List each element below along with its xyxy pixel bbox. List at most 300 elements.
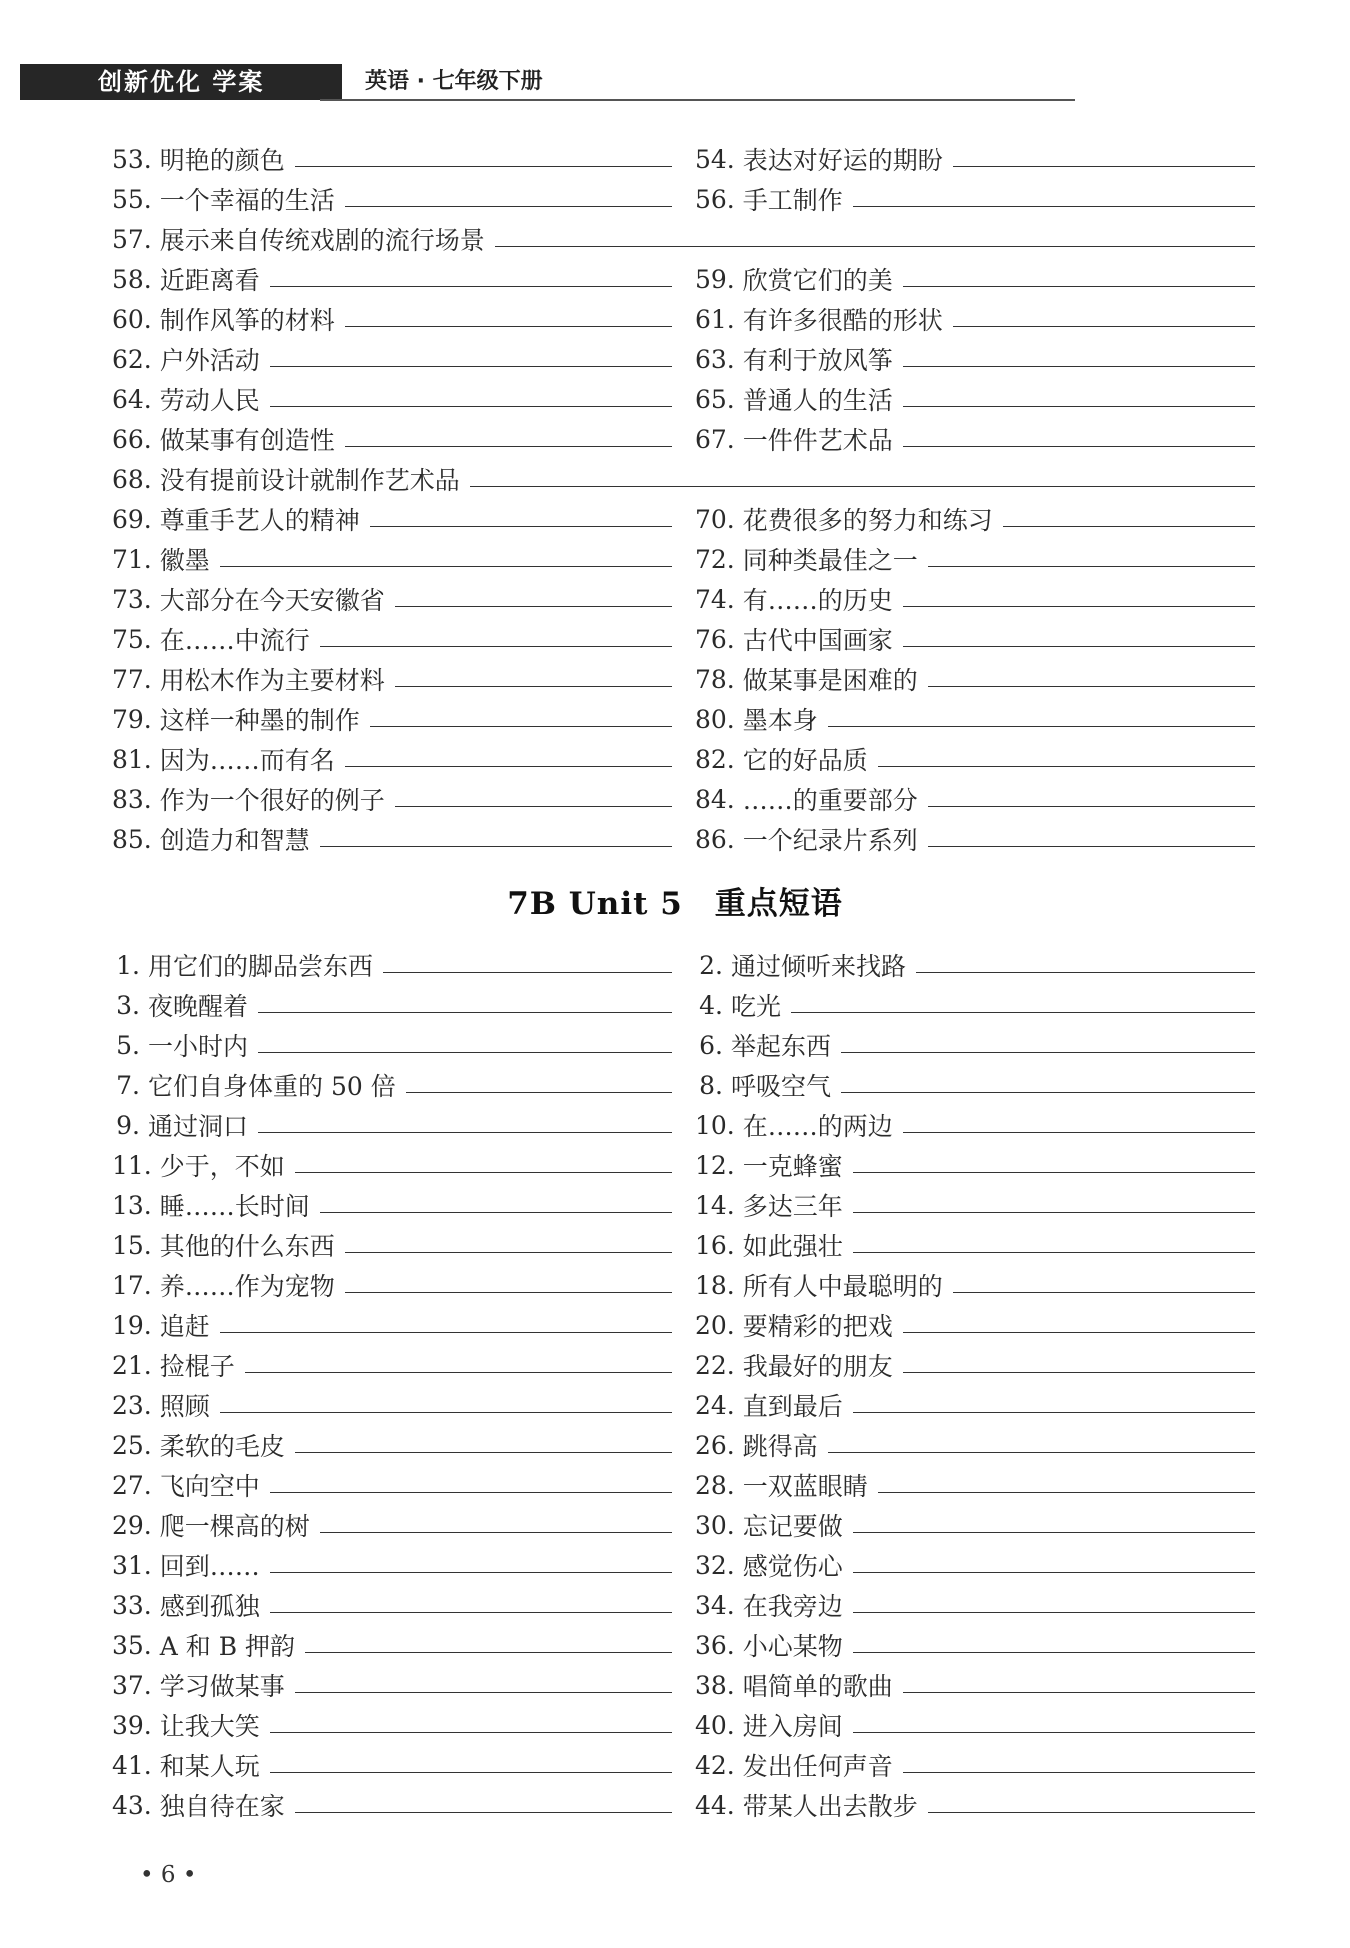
answer-blank[interactable] — [258, 998, 672, 1013]
item-number: 57. — [112, 224, 152, 254]
phrase-item — [112, 499, 672, 539]
answer-blank[interactable] — [270, 1478, 672, 1493]
item-number: 36. — [695, 1630, 735, 1660]
phrase-text: 养……作为宠物 — [159, 1272, 335, 1301]
item-number: 60. — [112, 304, 152, 334]
item-number: 71. — [112, 544, 152, 574]
item-number: 14. — [695, 1190, 735, 1220]
phrase-text: 举起东西 — [731, 1032, 832, 1061]
answer-blank[interactable] — [305, 1638, 672, 1653]
phrase-item — [112, 1425, 672, 1465]
phrase-text: 这样一种墨的制作 — [159, 706, 360, 735]
answer-blank[interactable] — [841, 1078, 1255, 1093]
item-number: 39. — [112, 1710, 152, 1740]
answer-blank[interactable] — [928, 1798, 1255, 1813]
phrase-text: 我最好的朋友 — [742, 1352, 893, 1381]
phrase-item — [112, 945, 672, 985]
item-number: 20. — [695, 1310, 735, 1340]
item-number: 67. — [695, 424, 735, 454]
phrase-text: 劳动人民 — [159, 386, 260, 415]
answer-blank[interactable] — [853, 1158, 1255, 1173]
answer-blank[interactable] — [903, 632, 1255, 647]
answer-blank[interactable] — [853, 1638, 1255, 1653]
answer-blank[interactable] — [270, 272, 672, 287]
answer-blank[interactable] — [878, 1478, 1255, 1493]
answer-blank[interactable] — [903, 1118, 1255, 1133]
phrase-item — [695, 819, 1255, 859]
phrase-item — [112, 739, 672, 779]
phrase-text: 所有人中最聪明的 — [742, 1272, 943, 1301]
answer-blank[interactable] — [395, 592, 672, 607]
phrase-item — [695, 779, 1255, 819]
item-number: 35. — [112, 1630, 152, 1660]
answer-blank[interactable] — [395, 792, 672, 807]
answer-blank[interactable] — [245, 1358, 672, 1373]
brand-logo: 创新优化 学案 — [20, 64, 320, 100]
answer-blank[interactable] — [853, 1398, 1255, 1413]
answer-blank[interactable] — [270, 1558, 672, 1573]
phrase-text: 感觉伤心 — [742, 1552, 843, 1581]
answer-blank[interactable] — [295, 1158, 672, 1173]
item-number: 31. — [112, 1550, 152, 1580]
phrase-item — [112, 985, 672, 1025]
phrase-text: 通过洞口 — [148, 1112, 249, 1141]
phrase-text: 回到…… — [159, 1552, 260, 1581]
phrase-text: 呼吸空气 — [731, 1072, 832, 1101]
answer-blank[interactable] — [270, 392, 672, 407]
phrase-item — [112, 379, 672, 419]
item-number: 44. — [695, 1790, 735, 1820]
phrase-text: 带某人出去散步 — [742, 1792, 918, 1821]
phrase-text: 做某事有创造性 — [159, 426, 335, 455]
phrase-item — [695, 659, 1255, 699]
phrase-text: 表达对好运的期盼 — [742, 146, 943, 175]
phrase-item — [695, 945, 1255, 985]
answer-blank[interactable] — [853, 1198, 1255, 1213]
item-number: 62. — [112, 344, 152, 374]
answer-blank[interactable] — [953, 152, 1255, 167]
answer-blank[interactable] — [345, 1278, 672, 1293]
answer-blank[interactable] — [295, 1438, 672, 1453]
phrase-text: ……的重要部分 — [742, 786, 918, 815]
answer-blank[interactable] — [853, 1518, 1255, 1533]
phrase-item — [112, 219, 1255, 259]
item-number: 61. — [695, 304, 735, 334]
phrase-text: 和某人玩 — [159, 1752, 260, 1781]
item-number: 56. — [695, 184, 735, 214]
phrase-item — [112, 1145, 672, 1185]
phrase-item — [695, 1745, 1255, 1785]
phrase-item — [695, 985, 1255, 1025]
answer-blank[interactable] — [345, 1238, 672, 1253]
phrase-item — [695, 179, 1255, 219]
phrase-text: 在……中流行 — [159, 626, 310, 655]
item-number: 11. — [112, 1150, 152, 1180]
phrase-item — [695, 539, 1255, 579]
item-number: 65. — [695, 384, 735, 414]
phrase-item — [695, 1065, 1255, 1105]
phrase-text: 普通人的生活 — [742, 386, 893, 415]
item-number: 13. — [112, 1190, 152, 1220]
answer-blank[interactable] — [928, 552, 1255, 567]
phrase-text: 因为……而有名 — [159, 746, 335, 775]
phrase-item — [112, 1225, 672, 1265]
phrase-text: 欣赏它们的美 — [742, 266, 893, 295]
phrase-item — [112, 1465, 672, 1505]
item-number: 75. — [112, 624, 152, 654]
phrase-text: 睡……长时间 — [159, 1192, 310, 1221]
item-number: 27. — [112, 1470, 152, 1500]
phrase-text: 唱简单的歌曲 — [742, 1672, 893, 1701]
answer-blank[interactable] — [928, 832, 1255, 847]
item-number: 42. — [695, 1750, 735, 1780]
item-number: 84. — [695, 784, 735, 814]
item-number: 29. — [112, 1510, 152, 1540]
item-number: 86. — [695, 824, 735, 854]
phrase-item — [695, 499, 1255, 539]
item-number: 28. — [695, 1470, 735, 1500]
phrase-text: 多达三年 — [742, 1192, 843, 1221]
phrase-item — [695, 379, 1255, 419]
page-header — [20, 60, 1070, 102]
phrase-item — [695, 1425, 1255, 1465]
item-number: 19. — [112, 1310, 152, 1340]
phrase-text: 一个纪录片系列 — [742, 826, 918, 855]
item-number: 37. — [112, 1670, 152, 1700]
phrase-text: 感到孤独 — [159, 1592, 260, 1621]
phrase-text: 跳得高 — [742, 1432, 818, 1461]
item-number: 34. — [695, 1590, 735, 1620]
answer-blank[interactable] — [928, 792, 1255, 807]
page-number: • 6 • — [140, 1862, 197, 1888]
phrase-text: 有许多很酷的形状 — [742, 306, 943, 335]
phrase-item — [112, 1065, 672, 1105]
item-number: 22. — [695, 1350, 735, 1380]
answer-blank[interactable] — [345, 432, 672, 447]
item-number: 79. — [112, 704, 152, 734]
item-number: 70. — [695, 504, 735, 534]
answer-blank[interactable] — [903, 1678, 1255, 1693]
phrase-item — [695, 1465, 1255, 1505]
answer-blank[interactable] — [903, 392, 1255, 407]
phrase-item — [695, 1145, 1255, 1185]
phrase-text: 用松木作为主要材料 — [159, 666, 385, 695]
item-number: 69. — [112, 504, 152, 534]
item-number: 80. — [695, 704, 735, 734]
item-number: 30. — [695, 1510, 735, 1540]
phrase-item — [695, 1665, 1255, 1705]
phrase-text: 捡棍子 — [159, 1352, 235, 1381]
item-number: 32. — [695, 1550, 735, 1580]
answer-blank[interactable] — [953, 1278, 1255, 1293]
item-number: 5. — [116, 1030, 140, 1060]
item-number: 41. — [112, 1750, 152, 1780]
phrase-item — [695, 1705, 1255, 1745]
phrase-text: 直到最后 — [742, 1392, 843, 1421]
phrase-item — [695, 739, 1255, 779]
answer-blank[interactable] — [903, 592, 1255, 607]
phrase-item — [695, 299, 1255, 339]
phrase-text: 有利于放风筝 — [742, 346, 893, 375]
phrase-text: 飞向空中 — [159, 1472, 260, 1501]
subject-title: 英语 · 七年级下册 — [365, 69, 543, 94]
answer-blank[interactable] — [370, 512, 672, 527]
phrase-text: 用它们的脚品尝东西 — [148, 952, 374, 981]
phrase-text: 它们自身体重的 50 倍 — [148, 1072, 396, 1101]
phrase-text: 进入房间 — [742, 1712, 843, 1741]
answer-blank[interactable] — [903, 1758, 1255, 1773]
item-number: 40. — [695, 1710, 735, 1740]
answer-blank[interactable] — [470, 472, 1255, 487]
answer-blank[interactable] — [270, 352, 672, 367]
phrase-item — [695, 1385, 1255, 1425]
answer-blank[interactable] — [345, 312, 672, 327]
phrase-item — [112, 1505, 672, 1545]
phrase-item — [112, 179, 672, 219]
phrase-item — [695, 259, 1255, 299]
answer-blank[interactable] — [853, 1558, 1255, 1573]
answer-blank[interactable] — [903, 432, 1255, 447]
phrase-text: A 和 B 押韵 — [159, 1632, 296, 1661]
phrase-item — [112, 1105, 672, 1145]
section-title: 7B Unit 5 重点短语 — [507, 886, 843, 922]
item-number: 43. — [112, 1790, 152, 1820]
item-number: 58. — [112, 264, 152, 294]
answer-blank[interactable] — [903, 272, 1255, 287]
phrase-text: 一件件艺术品 — [742, 426, 893, 455]
item-number: 54. — [695, 144, 735, 174]
phrase-item — [112, 1665, 672, 1705]
phrase-item — [112, 1545, 672, 1585]
phrase-text: 徽墨 — [159, 546, 210, 575]
answer-blank[interactable] — [220, 1398, 672, 1413]
phrase-text: 明艳的颜色 — [159, 146, 285, 175]
phrase-text: 一克蜂蜜 — [742, 1152, 843, 1181]
phrase-item — [112, 1185, 672, 1225]
answer-blank[interactable] — [295, 1678, 672, 1693]
answer-blank[interactable] — [320, 1198, 672, 1213]
answer-blank[interactable] — [853, 1598, 1255, 1613]
phrase-text: 少于，不如 — [159, 1152, 285, 1181]
answer-blank[interactable] — [383, 958, 672, 973]
answer-blank[interactable] — [345, 752, 672, 767]
answer-blank[interactable] — [853, 192, 1255, 207]
item-number: 18. — [695, 1270, 735, 1300]
answer-blank[interactable] — [258, 1118, 672, 1133]
phrase-item — [695, 1345, 1255, 1385]
phrase-text: 其他的什么东西 — [159, 1232, 335, 1261]
answer-blank[interactable] — [828, 1438, 1255, 1453]
answer-blank[interactable] — [853, 1238, 1255, 1253]
phrase-item — [695, 1625, 1255, 1665]
phrase-item — [695, 1265, 1255, 1305]
phrase-item — [112, 1345, 672, 1385]
phrase-item — [112, 1745, 672, 1785]
item-number: 2. — [699, 950, 723, 980]
item-number: 38. — [695, 1670, 735, 1700]
item-number: 3. — [116, 990, 140, 1020]
phrase-text: 墨本身 — [742, 706, 818, 735]
item-number: 6. — [699, 1030, 723, 1060]
phrase-text: 一双蓝眼睛 — [742, 1472, 868, 1501]
phrase-item — [112, 779, 672, 819]
phrase-item — [695, 1105, 1255, 1145]
phrase-text: 近距离看 — [159, 266, 260, 295]
item-number: 23. — [112, 1390, 152, 1420]
phrase-text: 小心某物 — [742, 1632, 843, 1661]
answer-blank[interactable] — [841, 1038, 1255, 1053]
item-number: 17. — [112, 1270, 152, 1300]
item-number: 68. — [112, 464, 152, 494]
phrase-item — [695, 1025, 1255, 1065]
phrase-text: 一个幸福的生活 — [159, 186, 335, 215]
phrase-text: 如此强壮 — [742, 1232, 843, 1261]
phrase-item — [112, 1785, 672, 1825]
answer-blank[interactable] — [903, 1358, 1255, 1373]
answer-blank[interactable] — [370, 712, 672, 727]
phrase-item — [695, 339, 1255, 379]
answer-blank[interactable] — [220, 552, 672, 567]
phrase-item — [695, 1185, 1255, 1225]
item-number: 21. — [112, 1350, 152, 1380]
item-number: 66. — [112, 424, 152, 454]
item-number: 33. — [112, 1590, 152, 1620]
phrase-text: 手工制作 — [742, 186, 843, 215]
phrase-item — [695, 419, 1255, 459]
item-number: 59. — [695, 264, 735, 294]
phrase-text: 一小时内 — [148, 1032, 249, 1061]
answer-blank[interactable] — [953, 312, 1255, 327]
answer-blank[interactable] — [295, 152, 672, 167]
answer-blank[interactable] — [828, 712, 1255, 727]
answer-blank[interactable] — [791, 998, 1255, 1013]
phrase-text: 展示来自传统戏剧的流行场景 — [159, 226, 485, 255]
answer-blank[interactable] — [406, 1078, 672, 1093]
phrase-item — [112, 299, 672, 339]
phrase-item — [695, 619, 1255, 659]
phrase-item — [112, 1265, 672, 1305]
phrase-text: 吃光 — [731, 992, 782, 1021]
item-number: 24. — [695, 1390, 735, 1420]
phrase-item — [112, 1585, 672, 1625]
phrase-text: 有……的历史 — [742, 586, 893, 615]
phrase-text: 同种类最佳之一 — [742, 546, 918, 575]
answer-blank[interactable] — [878, 752, 1255, 767]
answer-blank[interactable] — [320, 832, 672, 847]
item-number: 53. — [112, 144, 152, 174]
phrase-text: 爬一棵高的树 — [159, 1512, 310, 1541]
item-number: 9. — [116, 1110, 140, 1140]
item-number: 78. — [695, 664, 735, 694]
answer-blank[interactable] — [270, 1598, 672, 1613]
phrase-text: 要精彩的把戏 — [742, 1312, 893, 1341]
phrase-text: 大部分在今天安徽省 — [159, 586, 385, 615]
item-number: 26. — [695, 1430, 735, 1460]
answer-blank[interactable] — [320, 632, 672, 647]
answer-blank[interactable] — [320, 1518, 672, 1533]
phrase-item — [695, 1225, 1255, 1265]
answer-blank[interactable] — [1003, 512, 1255, 527]
phrase-text: 追赶 — [159, 1312, 210, 1341]
phrase-item — [695, 139, 1255, 179]
phrase-text: 创造力和智慧 — [159, 826, 310, 855]
phrase-item — [695, 699, 1255, 739]
item-number: 77. — [112, 664, 152, 694]
phrase-item — [112, 459, 1255, 499]
answer-blank[interactable] — [220, 1318, 672, 1333]
item-number: 25. — [112, 1430, 152, 1460]
answer-blank[interactable] — [853, 1718, 1255, 1733]
phrase-text: 独自待在家 — [159, 1792, 285, 1821]
item-number: 12. — [695, 1150, 735, 1180]
item-number: 85. — [112, 824, 152, 854]
item-number: 73. — [112, 584, 152, 614]
answer-blank[interactable] — [903, 352, 1255, 367]
answer-blank[interactable] — [903, 1318, 1255, 1333]
item-number: 82. — [695, 744, 735, 774]
phrase-item — [112, 339, 672, 379]
item-number: 64. — [112, 384, 152, 414]
answer-blank[interactable] — [916, 958, 1255, 973]
phrase-text: 作为一个很好的例子 — [159, 786, 385, 815]
item-number: 1. — [116, 950, 140, 980]
item-number: 8. — [699, 1070, 723, 1100]
phrase-item — [112, 1705, 672, 1745]
header-rule — [320, 99, 1075, 101]
answer-blank[interactable] — [258, 1038, 672, 1053]
phrase-text: 古代中国画家 — [742, 626, 893, 655]
phrase-text: 没有提前设计就制作艺术品 — [159, 466, 460, 495]
item-number: 63. — [695, 344, 735, 374]
phrase-item — [112, 1305, 672, 1345]
answer-blank[interactable] — [270, 1718, 672, 1733]
phrase-text: 让我大笑 — [159, 1712, 260, 1741]
phrase-text: 照顾 — [159, 1392, 210, 1421]
answer-blank[interactable] — [395, 672, 672, 687]
phrase-text: 柔软的毛皮 — [159, 1432, 285, 1461]
phrase-item — [112, 619, 672, 659]
phrase-text: 在我旁边 — [742, 1592, 843, 1621]
phrase-text: 学习做某事 — [159, 1672, 285, 1701]
phrase-item — [112, 1025, 672, 1065]
item-number: 74. — [695, 584, 735, 614]
phrase-item — [112, 139, 672, 179]
phrase-item — [695, 1585, 1255, 1625]
phrase-item — [112, 419, 672, 459]
answer-blank[interactable] — [295, 1798, 672, 1813]
phrase-text: 它的好品质 — [742, 746, 868, 775]
answer-blank[interactable] — [495, 232, 1255, 247]
phrase-text: 夜晚醒着 — [148, 992, 249, 1021]
item-number: 4. — [699, 990, 723, 1020]
item-number: 83. — [112, 784, 152, 814]
item-number: 15. — [112, 1230, 152, 1260]
phrase-text: 户外活动 — [159, 346, 260, 375]
phrase-item — [695, 1545, 1255, 1585]
answer-blank[interactable] — [928, 672, 1255, 687]
phrase-item — [112, 259, 672, 299]
phrase-text: 在……的两边 — [742, 1112, 893, 1141]
phrase-item — [112, 659, 672, 699]
brand-bar — [320, 64, 342, 100]
phrase-text: 做某事是困难的 — [742, 666, 918, 695]
phrase-item — [112, 819, 672, 859]
phrase-item — [695, 1505, 1255, 1545]
item-number: 76. — [695, 624, 735, 654]
answer-blank[interactable] — [345, 192, 672, 207]
answer-blank[interactable] — [270, 1758, 672, 1773]
item-number: 16. — [695, 1230, 735, 1260]
